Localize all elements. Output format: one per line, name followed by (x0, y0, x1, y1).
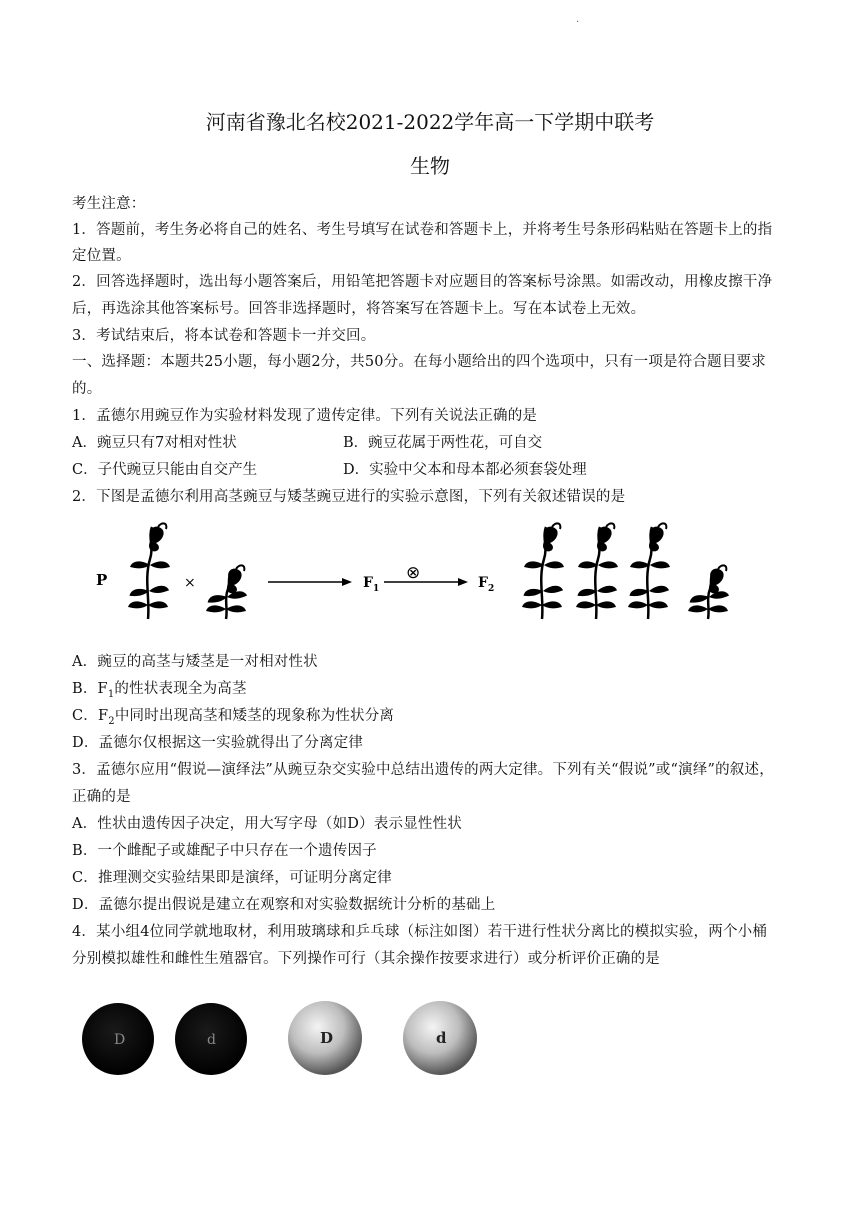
section-1-line-1: 一、选择题：本题共25小题，每小题2分，共50分。在每小题给出的四个选项中，只有一项是符合题目要求 (72, 354, 766, 370)
q2-option-a: A．豌豆的高茎与矮茎是一对相对性状 (72, 654, 318, 670)
q2-option-b: B．$F_1$的性状表现全为高茎 (72, 681, 247, 700)
svg-text:D: D (114, 1032, 126, 1048)
glass-ball-small-d (175, 1003, 247, 1075)
q2-stem: 2．下图是孟德尔利用高茎豌豆与矮茎豌豆进行的实验示意图，下列有关叙述错误的是 (72, 489, 626, 505)
notice-item-1-line-2: 定位置。 (72, 248, 131, 264)
notice-item-2-line-2: 后，再选涂其他答案标号。回答非选择题时，将答案写在答题卡上。写在本试卷上无效。 (72, 301, 646, 317)
balls-figure (78, 996, 498, 1086)
p-short-plant (206, 565, 247, 619)
figure-self-symbol: ⊗ (406, 563, 421, 583)
figure-f1-label: $F_1$ (363, 575, 380, 594)
q3-option-a: A．性状由遗传因子决定，用大写字母（如D）表示显性性状 (72, 816, 462, 832)
q3-option-b: B．一个雌配子或雄配子中只存在一个遗传因子 (72, 843, 377, 859)
notice-heading: 考生注意： (72, 196, 146, 212)
exam-subject: 生物 (410, 154, 450, 178)
notice-item-2-line-1: 2．回答选择题时，选出每小题答案后，用铅笔把答题卡对应题目的答案标号涂黑。如需改动，用橡皮擦干净 (72, 274, 773, 290)
f2-short-plant (688, 565, 729, 619)
f2-tall-plant-3 (628, 523, 670, 619)
svg-text:d: d (207, 1032, 216, 1048)
p-tall-plant (128, 523, 170, 619)
pingpong-ball-big-d (288, 1001, 362, 1075)
header-mark: . (576, 14, 580, 25)
q1-option-a: A．豌豆只有7对相对性状 (72, 435, 237, 451)
q4-stem-line-2: 分别模拟雄性和雌性生殖器官。下列操作可行（其余操作按要求进行）或分析评价正确的是 (72, 951, 660, 967)
svg-text:d: d (436, 1029, 447, 1047)
svg-text:D: D (320, 1029, 334, 1047)
section-1-line-2: 的。 (72, 381, 102, 397)
q3-stem-line-2: 正确的是 (72, 789, 131, 805)
q2-option-c: C．$F_2$中同时出现高茎和矮茎的现象称为性状分离 (72, 708, 395, 727)
notice-item-1-line-1: 1．答题前，考生务必将自己的姓名、考生号填写在试卷和答题卡上，并将考生号条形码粘贴在答题卡上的指 (72, 222, 773, 238)
arrow-head-p-to-f1 (342, 578, 352, 586)
q4-stem-line-1: 4．某小组4位同学就地取材，利用玻璃球和乒乓球（标注如图）若干进行性状分离比的模拟实验，两个小桶 (72, 924, 768, 940)
figure-f2-label: $F_2$ (478, 575, 495, 594)
figure-p-label: P (96, 571, 108, 589)
f2-tall-plant-1 (522, 523, 564, 619)
notice-item-3: 3．考试结束后，将本试卷和答题卡一并交回。 (72, 328, 376, 344)
q3-option-d: D．孟德尔提出假说是建立在观察和对实验数据统计分析的基础上 (72, 897, 496, 913)
q1-option-d: D．实验中父本和母本都必须套袋处理 (343, 462, 587, 478)
q3-option-c: C．推理测交实验结果即是演绎，可证明分离定律 (72, 870, 392, 886)
pea-cross-figure (80, 515, 760, 635)
q1-option-b: B．豌豆花属于两性花，可自交 (343, 435, 543, 451)
figure-cross-symbol: × (184, 575, 196, 591)
q1-stem: 1．孟德尔用豌豆作为实验材料发现了遗传定律。下列有关说法正确的是 (72, 408, 538, 424)
arrow-head-f1-to-f2 (458, 578, 468, 586)
q1-option-c: C．子代豌豆只能由自交产生 (72, 462, 258, 478)
q3-stem-line-1: 3．孟德尔应用“假说—演绎法”从豌豆杂交实验中总结出遗传的两大定律。下列有关“假说”或“演绎”的叙述， (72, 762, 774, 778)
q2-option-d: D．孟德尔仅根据这一实验就得出了分离定律 (72, 735, 364, 751)
f2-tall-plant-2 (576, 523, 618, 619)
glass-ball-big-d (82, 1003, 154, 1075)
pingpong-ball-small-d (403, 1001, 477, 1075)
exam-title: 河南省豫北名校2021-2022学年高一下学期中联考 (205, 110, 655, 134)
